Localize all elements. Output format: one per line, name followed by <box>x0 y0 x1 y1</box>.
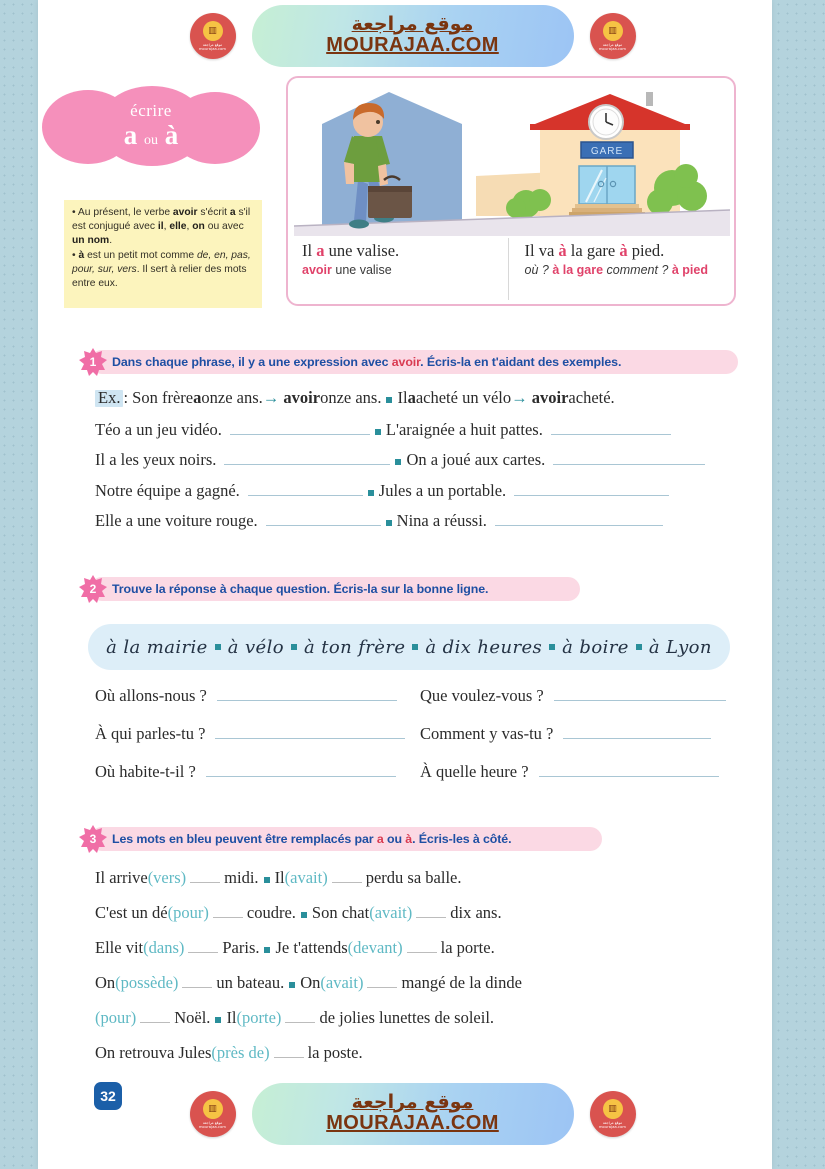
example-tag: Ex. <box>95 390 123 407</box>
bullet-square-icon <box>301 912 307 918</box>
item-sentence-right: L'araignée a huit pattes. <box>385 420 543 439</box>
watermark-banner-bottom <box>0 1078 825 1150</box>
exercise-1-item-row <box>95 452 705 469</box>
exercise-2-question-row <box>95 726 405 743</box>
lesson-title-text <box>42 86 260 166</box>
caption-right <box>508 238 731 300</box>
sentence-text: un bateau. <box>216 973 285 992</box>
sentence-text: dix ans. <box>450 903 502 922</box>
sentence-text: de jolies lunettes de soleil. <box>319 1008 495 1027</box>
answer-line[interactable] <box>248 495 363 496</box>
sentence-text: Noël. <box>174 1008 211 1027</box>
bullet-square-icon <box>368 490 374 496</box>
sentence-text: perdu sa balle. <box>365 868 462 887</box>
rule-line-1: • Au présent, le verbe avoir s'écrit a s'il est conjugué avec il, elle, on ou avec un nom. <box>72 207 251 247</box>
item-sentence-right: Jules a un portable. <box>378 481 507 500</box>
exercise-3-line <box>95 1010 494 1027</box>
lesson-title-blob <box>42 86 260 166</box>
bullet-square-icon <box>264 877 270 883</box>
answer-line[interactable] <box>266 525 381 526</box>
banner-pill <box>198 5 627 67</box>
item-sentence-right: Nina a réussi. <box>396 511 487 530</box>
sentence-text: Il <box>226 1008 237 1027</box>
sentence-text: Paris. <box>222 938 260 957</box>
caption-left <box>294 238 508 300</box>
sentence-text: On retrouva Jules <box>95 1043 212 1062</box>
exercise-3-line <box>95 940 495 957</box>
answer-blank[interactable] <box>190 882 220 883</box>
exercise-2-question-row <box>95 764 396 781</box>
answer-line[interactable] <box>215 738 405 739</box>
blue-word: (pour) <box>167 903 209 922</box>
mourajaa-logo-icon-left <box>190 1091 236 1137</box>
bullet-square-icon <box>215 644 221 650</box>
exercise-1-instruction: Dans chaque phrase, il y a une expression avec avoir. Écris-la en t'aidant des exemples. <box>112 355 622 369</box>
bullet-square-icon <box>291 644 297 650</box>
blue-word: (avait) <box>284 868 328 887</box>
book-icon: ▥ <box>603 1099 623 1119</box>
logo-caption: موقع مراجعة mourajaa.com <box>598 1120 627 1129</box>
highlight-a: a <box>316 241 325 260</box>
exercise-2-question-row <box>95 688 397 705</box>
blue-word: (avait) <box>320 973 364 992</box>
illustration-panel <box>286 76 736 306</box>
station-scene-svg <box>294 84 730 236</box>
word-bank-item[interactable]: à Lyon <box>648 636 712 658</box>
exercise-1-item-row <box>95 513 663 530</box>
banner-url[interactable]: MOURAJAA.COM <box>326 1112 499 1135</box>
watermark-banner-top <box>0 0 825 72</box>
arrow-icon: → <box>511 388 528 407</box>
answer-blank[interactable] <box>274 1057 304 1058</box>
bullet-square-icon <box>215 1017 221 1023</box>
answer-blank[interactable] <box>332 882 362 883</box>
mourajaa-logo-icon-right <box>590 13 636 59</box>
exercise-3-number: 3 <box>89 832 97 846</box>
exercise-3-line <box>95 870 461 887</box>
exercise-3-badge <box>78 824 108 854</box>
caption-right-note: où ? à la gare comment ? à pied <box>524 263 708 278</box>
bullet-square-icon <box>386 397 392 403</box>
blue-word: (possède) <box>115 973 179 992</box>
item-sentence-left: Il a les yeux noirs. <box>95 450 217 469</box>
item-sentence-left: Elle a une voiture rouge. <box>95 511 258 530</box>
exercise-2-question-row <box>420 764 719 781</box>
banner-arabic-title: موقع مراجعة <box>351 1090 474 1113</box>
sentence-text: coudre. <box>246 903 296 922</box>
title-kicker: écrire <box>130 101 172 121</box>
word-bank-item[interactable]: à dix heures <box>425 636 543 658</box>
exercise-1-number: 1 <box>89 355 97 369</box>
answer-line[interactable] <box>224 464 390 465</box>
bullet-square-icon <box>636 644 642 650</box>
answer-line[interactable] <box>206 776 396 777</box>
book-icon: ▥ <box>203 1099 223 1119</box>
question-right: À quelle heure ? <box>420 762 529 781</box>
item-sentence-right: On a joué aux cartes. <box>406 450 546 469</box>
book-icon: ▥ <box>603 21 623 41</box>
logo-caption: موقع مراجعة mourajaa.com <box>198 42 227 51</box>
illustration-scene <box>294 84 730 236</box>
bullet-square-icon <box>264 947 270 953</box>
question-left: Où allons-nous ? <box>95 686 207 705</box>
answer-blank[interactable] <box>407 952 437 953</box>
word-bank-item[interactable]: à boire <box>562 636 629 658</box>
rule-box <box>64 200 262 308</box>
exercise-3-instruction: Les mots en bleu peuvent être remplacés par a ou à. Écris-les à côté. <box>112 832 512 846</box>
sentence-text: mangé de la dinde <box>401 973 522 992</box>
answer-line[interactable] <box>553 464 705 465</box>
logo-caption: موقع مراجعة mourajaa.com <box>598 42 627 51</box>
exercise-3-header <box>90 827 602 851</box>
answer-line[interactable] <box>514 495 669 496</box>
illustration-captions <box>294 238 730 300</box>
sentence-text: Il arrive <box>95 868 148 887</box>
title-a-accent: à <box>164 120 179 151</box>
answer-blank[interactable] <box>416 917 446 918</box>
exercise-1-example: Ex. : Son frère a onze ans. → avoir onze ans. Il a acheté un vélo → avoir acheté. <box>95 390 615 407</box>
exercise-2-question-row <box>420 688 726 705</box>
title-main <box>124 121 179 149</box>
answer-blank[interactable] <box>213 917 243 918</box>
blue-word: (devant) <box>347 938 403 957</box>
item-sentence-left: Téo a un jeu vidéo. <box>95 420 222 439</box>
answer-line[interactable] <box>217 700 397 701</box>
exercise-2-instruction: Trouve la réponse à chaque question. Écris-la sur la bonne ligne. <box>112 582 489 596</box>
caption-left-sentence: Il a une valise. <box>302 241 400 260</box>
exercise-2-header <box>90 577 580 601</box>
book-icon: ▥ <box>203 21 223 41</box>
caption-left-note: avoir une valise <box>302 263 392 278</box>
banner-arabic-title: موقع مراجعة <box>351 12 474 35</box>
banner-pill <box>198 1083 627 1145</box>
item-sentence-left: Notre équipe a gagné. <box>95 481 240 500</box>
exercise-1-item-row <box>95 483 669 500</box>
bullet-square-icon <box>549 644 555 650</box>
svg-text:GARE: GARE <box>590 146 624 157</box>
exercise-2-badge <box>78 574 108 604</box>
title-a: a <box>123 120 138 151</box>
page-number-badge: 32 <box>94 1082 122 1110</box>
bullet-square-icon <box>395 459 401 465</box>
answer-blank[interactable] <box>182 987 212 988</box>
blue-word: (avait) <box>369 903 413 922</box>
answer-line[interactable] <box>539 776 719 777</box>
word-bank-item[interactable]: à vélo <box>227 636 284 658</box>
bullet-square-icon <box>289 982 295 988</box>
answer-blank[interactable] <box>140 1022 170 1023</box>
question-right: Comment y vas-tu ? <box>420 724 554 743</box>
logo-caption: موقع مراجعة mourajaa.com <box>198 1120 227 1129</box>
sentence-text: Je t'attends <box>275 938 348 957</box>
question-left: À qui parles-tu ? <box>95 724 206 743</box>
answer-line[interactable] <box>563 738 711 739</box>
banner-url[interactable]: MOURAJAA.COM <box>326 34 499 57</box>
exercise-3-line <box>95 975 522 992</box>
answer-blank[interactable] <box>367 987 397 988</box>
sentence-text: la porte. <box>440 938 495 957</box>
blue-word: (pour) <box>95 1008 137 1027</box>
bullet-square-icon <box>386 520 392 526</box>
exercise-1-badge <box>78 347 108 377</box>
sentence-text: On <box>300 973 321 992</box>
answer-blank[interactable] <box>188 952 218 953</box>
sentence-text: Elle vit <box>95 938 144 957</box>
sentence-text: la poste. <box>307 1043 363 1062</box>
bullet-square-icon <box>375 429 381 435</box>
rule-line-2: • à est un petit mot comme de, en, pas, pour, sur, vers. Il sert à relier des mots entre eux. <box>72 249 251 290</box>
sentence-text: C'est un dé <box>95 903 168 922</box>
title-ou: ou <box>144 133 158 149</box>
exercise-1-item-row <box>95 422 671 439</box>
blue-word: (dans) <box>143 938 185 957</box>
exercise-3-line <box>95 905 502 922</box>
answer-line[interactable] <box>495 525 663 526</box>
word-bank-item[interactable]: à la mairie <box>106 636 208 658</box>
word-bank-item[interactable]: à ton frère <box>304 636 406 658</box>
caption-right-sentence: Il va à la gare à pied. <box>524 241 665 260</box>
exercise-2-question-row <box>420 726 711 743</box>
mourajaa-logo-icon-left <box>190 13 236 59</box>
sentence-text: Il <box>274 868 285 887</box>
exercise-3-line <box>95 1045 363 1062</box>
mourajaa-logo-icon-right <box>590 1091 636 1137</box>
answer-line[interactable] <box>230 434 370 435</box>
question-left: Où habite-t-il ? <box>95 762 196 781</box>
word-bank-list <box>106 637 712 658</box>
blue-word: (près de) <box>211 1043 270 1062</box>
answer-line[interactable] <box>551 434 671 435</box>
answer-blank[interactable] <box>285 1022 315 1023</box>
sentence-text: midi. <box>224 868 259 887</box>
blue-word: (vers) <box>147 868 187 887</box>
sentence-text: On <box>95 973 116 992</box>
question-right: Que voulez-vous ? <box>420 686 544 705</box>
sentence-text: Son chat <box>311 903 370 922</box>
answer-line[interactable] <box>554 700 726 701</box>
exercise-2-number: 2 <box>89 582 97 596</box>
arrow-icon: → <box>262 388 280 407</box>
blue-word: (porte) <box>236 1008 282 1027</box>
exercise-1-header <box>90 350 738 374</box>
bullet-square-icon <box>412 644 418 650</box>
exercise-2-word-bank <box>88 624 730 670</box>
